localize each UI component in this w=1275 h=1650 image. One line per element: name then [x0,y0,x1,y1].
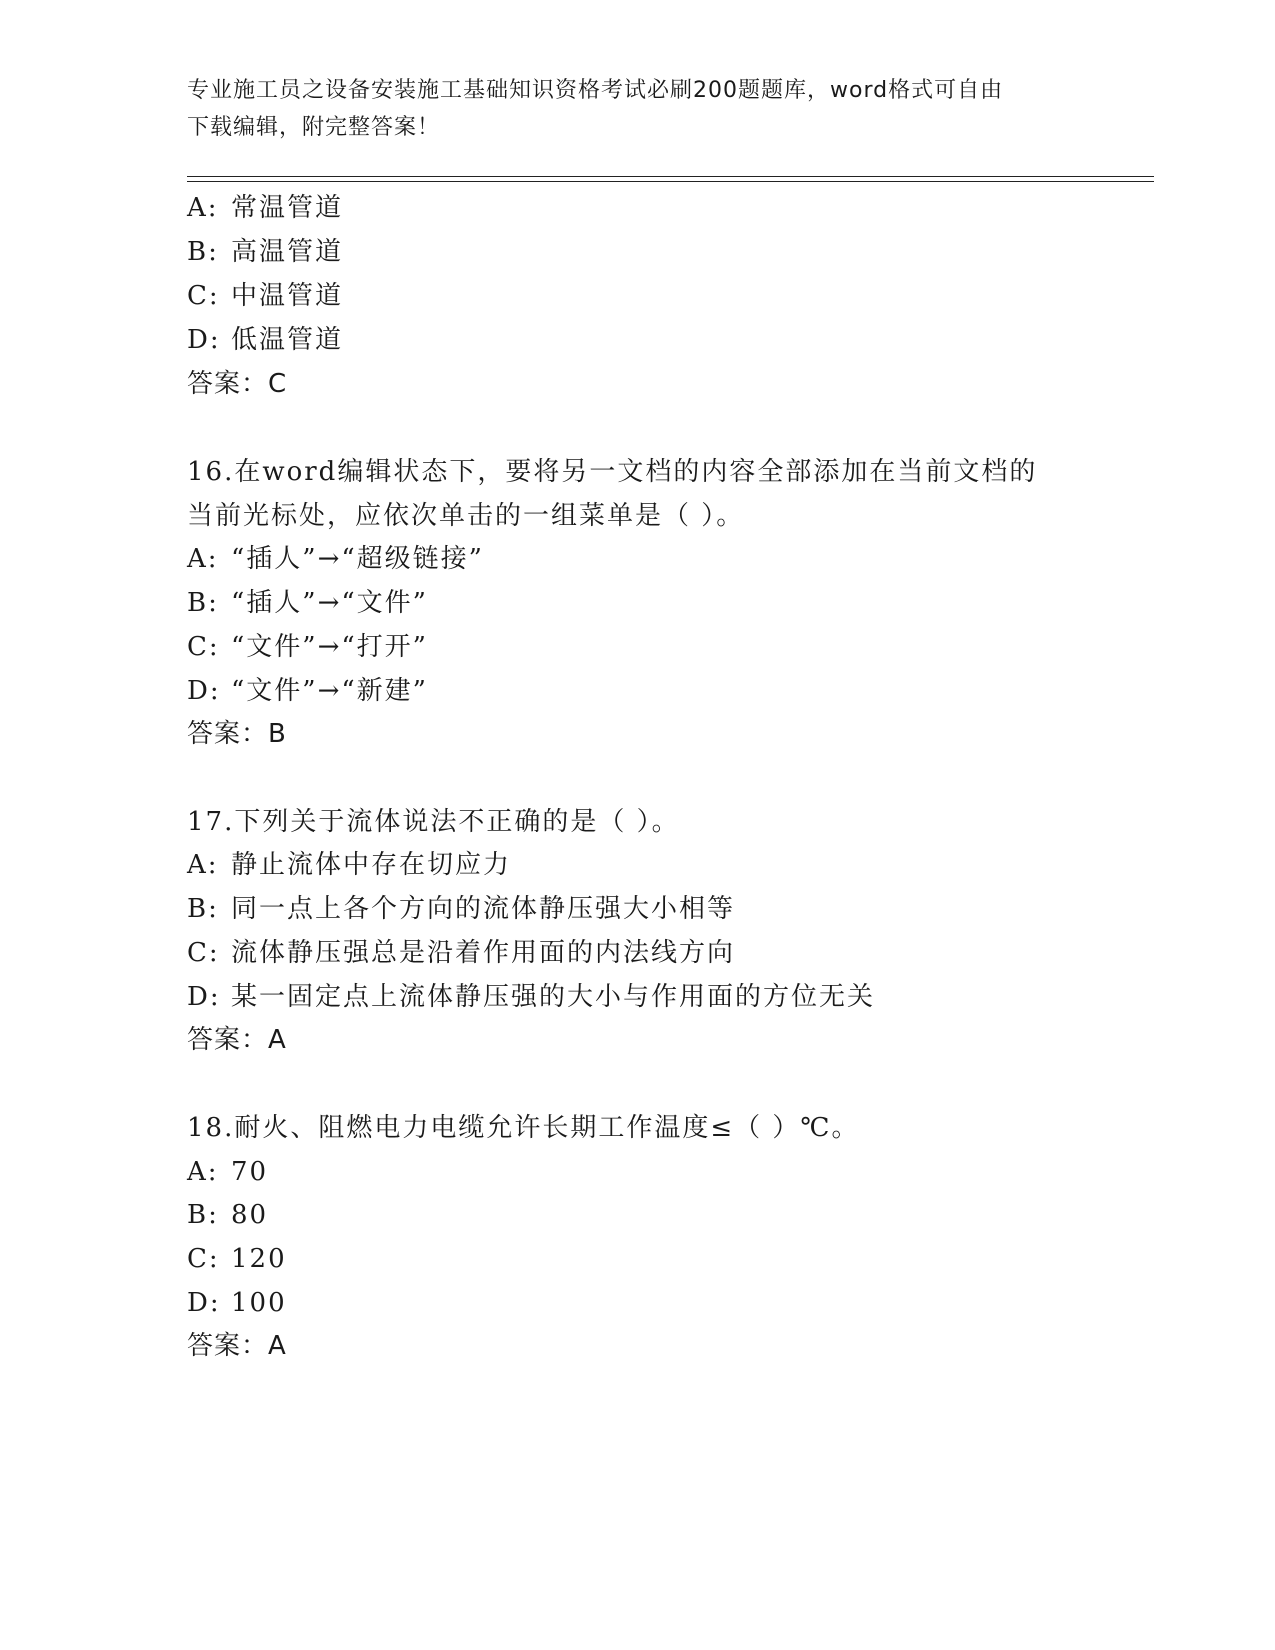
q17-option-c [187,936,735,970]
option-text: 70 [231,1157,269,1187]
option-label: C: [187,632,220,662]
q15-option-d [187,323,343,357]
option-label: A: [187,850,219,880]
q18-option-d [187,1286,287,1320]
q16-option-a [187,542,484,576]
q18-stem-line-1: 18.耐火、阻燃电力电缆允许长期工作温度≤（ ）℃。 [187,1113,860,1143]
option-label: A: [187,1157,219,1187]
q16-stem-line-1: 16.在word编辑状态下，要将另一文档的内容全部添加在当前文档的 [187,457,1038,487]
q17-answer: 答案：A [187,1025,287,1055]
option-label: B: [187,237,219,267]
option-label: C: [187,938,220,968]
q16-answer: 答案：B [187,719,287,749]
option-label: D: [187,982,221,1012]
option-text: “文件”→“打开” [231,632,428,662]
q17-option-a [187,848,511,882]
option-label: A: [187,544,219,574]
q18-answer: 答案：A [187,1331,287,1361]
q16-option-b [187,586,428,620]
option-text: 同一点上各个方向的流体静压强大小相等 [231,894,736,924]
option-text: 80 [231,1200,269,1230]
q15-answer: 答案：C [187,369,288,399]
option-text: 中温管道 [231,281,344,311]
q16-option-d [187,674,428,708]
option-text: 静止流体中存在切应力 [231,850,512,880]
q17-option-b [187,892,735,926]
option-label: A: [187,193,219,223]
q18-option-b [187,1198,268,1232]
option-text: 常温管道 [231,193,344,223]
option-label: D: [187,676,221,706]
option-label: B: [187,1200,219,1230]
option-text: “插人”→“文件” [231,588,428,618]
option-label: C: [187,1244,220,1274]
q16-stem-line-2: 当前光标处，应依次单击的一组菜单是（ ）。 [187,501,745,531]
option-text: 120 [231,1244,287,1274]
header-line-2: 下载编辑，附完整答案！ [187,115,441,140]
document-header [187,72,1067,146]
q15-option-c [187,279,343,313]
header-line-1: 专业施工员之设备安装施工基础知识资格考试必刷200题题库，word格式可自由 [187,78,1004,103]
option-label: B: [187,588,219,618]
option-text: 低温管道 [231,325,344,355]
q17-option-d [187,980,875,1014]
option-text: 100 [231,1288,287,1318]
option-label: B: [187,894,219,924]
option-label: D: [187,1288,221,1318]
option-text: 高温管道 [231,237,344,267]
option-text: “文件”→“新建” [231,676,428,706]
option-text: “插人”→“超级链接” [231,544,484,574]
q18-option-c [187,1242,287,1276]
q15-option-a [187,191,343,225]
header-divider-bottom [187,181,1154,182]
option-text: 某一固定点上流体静压强的大小与作用面的方位无关 [231,982,876,1012]
q16-option-c [187,630,428,664]
option-label: C: [187,281,220,311]
q18-option-a [187,1155,268,1189]
option-text: 流体静压强总是沿着作用面的内法线方向 [231,938,736,968]
q15-option-b [187,235,343,269]
q17-stem-line-1: 17.下列关于流体说法不正确的是（ ）。 [187,807,680,837]
option-label: D: [187,325,221,355]
header-divider-top [187,176,1154,177]
